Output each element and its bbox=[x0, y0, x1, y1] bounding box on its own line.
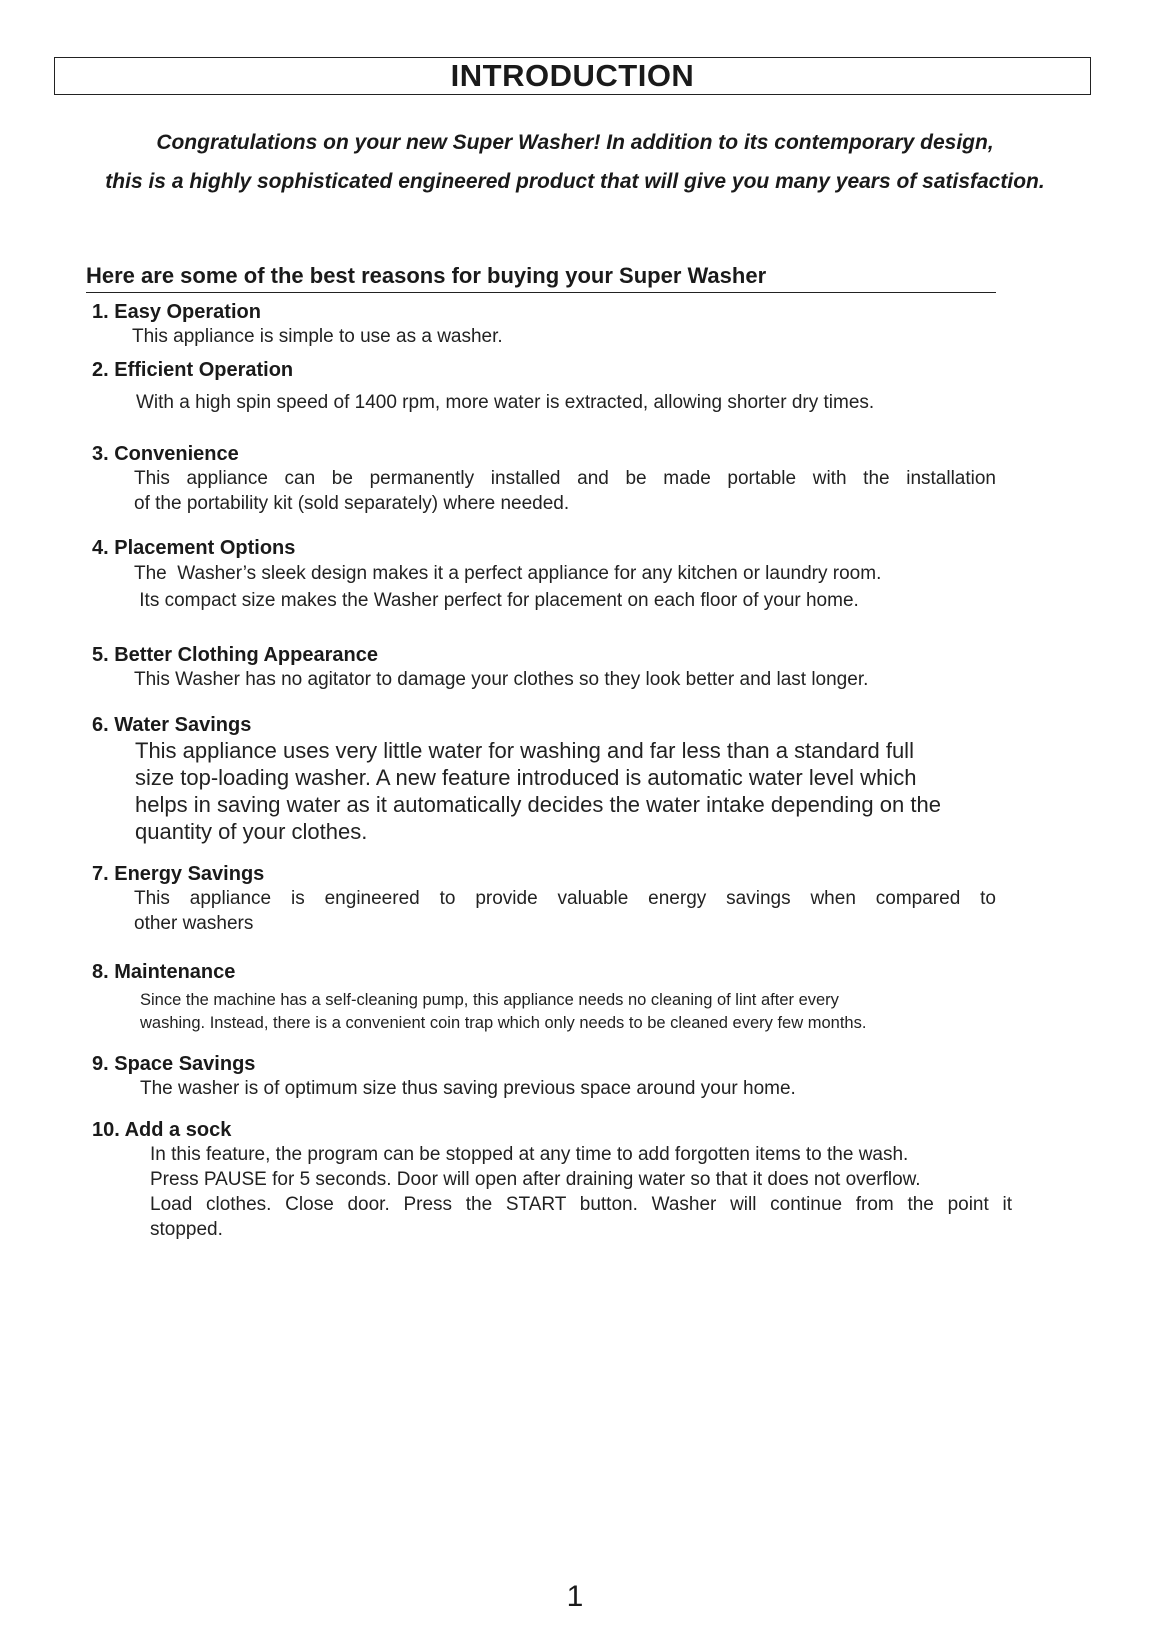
reason-line: stopped. bbox=[150, 1219, 223, 1240]
reason-heading: 10. Add a sock bbox=[92, 1119, 232, 1141]
reason-heading: 4. Placement Options bbox=[92, 537, 296, 559]
reason-line: other washers bbox=[134, 913, 254, 934]
intro-line: this is a highly sophisticated engineered product that will give you many years of satisfaction. bbox=[105, 170, 1045, 193]
reason-heading: 7. Energy Savings bbox=[92, 863, 265, 885]
reason-heading: 8. Maintenance bbox=[92, 961, 236, 983]
reason-item-space-savings bbox=[92, 1052, 1022, 1101]
reason-line: helps in saving water as it automatically decides the water intake depending on the bbox=[135, 792, 941, 817]
intro-line: Congratulations on your new Super Washer! In addition to its contemporary design, bbox=[156, 131, 994, 154]
reason-body bbox=[134, 667, 1022, 692]
reasons-heading: Here are some of the best reasons for buying your Super Washer bbox=[86, 262, 996, 293]
reason-item-easy-operation bbox=[92, 300, 1022, 349]
reason-body bbox=[150, 1142, 1022, 1242]
intro-paragraph bbox=[0, 123, 1150, 201]
reason-body bbox=[135, 737, 1022, 845]
reason-body bbox=[134, 560, 1022, 614]
reason-item-convenience bbox=[92, 442, 1022, 516]
reason-heading: 5. Better Clothing Appearance bbox=[92, 644, 378, 666]
page-number: 1 bbox=[566, 1580, 584, 1613]
reason-item-energy-savings bbox=[92, 862, 1022, 936]
reason-heading: 3. Convenience bbox=[92, 443, 239, 465]
reason-item-add-a-sock bbox=[92, 1118, 1022, 1242]
reason-line: size top-loading washer. A new feature introduced is automatic water level which bbox=[135, 765, 917, 790]
reason-body bbox=[140, 989, 1022, 1035]
reason-line: This Washer has no agitator to damage your clothes so they look better and last longer. bbox=[134, 669, 869, 690]
page-title: INTRODUCTION bbox=[450, 58, 695, 93]
reason-item-placement-options bbox=[92, 536, 1022, 614]
reason-line: This appliance is simple to use as a washer. bbox=[132, 326, 503, 347]
reason-line: This appliance can be permanently installed and be made portable with the installation bbox=[134, 468, 996, 489]
reason-body bbox=[134, 466, 1022, 516]
reason-item-maintenance bbox=[92, 960, 1022, 1035]
reason-line: This appliance uses very little water for washing and far less than a standard full bbox=[135, 738, 914, 763]
reason-line: With a high spin speed of 1400 rpm, more water is extracted, allowing shorter dry times. bbox=[136, 392, 875, 413]
reason-body bbox=[132, 324, 1022, 349]
reason-line: In this feature, the program can be stopped at any time to add forgotten items to the wash. bbox=[150, 1144, 909, 1165]
reason-heading: 6. Water Savings bbox=[92, 714, 252, 736]
reason-heading: 1. Easy Operation bbox=[92, 301, 261, 323]
reason-line: This appliance is engineered to provide valuable energy savings when compared to bbox=[134, 888, 996, 909]
reason-line: Load clothes. Close door. Press the START button. Washer will continue from the point it bbox=[150, 1194, 1012, 1215]
reason-line: Press PAUSE for 5 seconds. Door will open after draining water so that it does not overflow. bbox=[150, 1169, 921, 1190]
reason-line: The Washer’s sleek design makes it a perfect appliance for any kitchen or laundry room. bbox=[134, 563, 882, 584]
reason-body bbox=[140, 1076, 1022, 1101]
title-box bbox=[54, 57, 1091, 95]
reason-body bbox=[136, 390, 1022, 415]
reason-line: Since the machine has a self-cleaning pump, this appliance needs no cleaning of lint after every bbox=[140, 991, 839, 1009]
reason-heading: 9. Space Savings bbox=[92, 1053, 256, 1075]
reason-line: Its compact size makes the Washer perfect for placement on each floor of your home. bbox=[134, 590, 859, 611]
reason-heading: 2. Efficient Operation bbox=[92, 359, 294, 381]
reason-line: washing. Instead, there is a convenient coin trap which only needs to be cleaned every few months. bbox=[140, 1014, 867, 1032]
reason-item-water-savings bbox=[92, 713, 1022, 845]
reason-item-efficient-operation bbox=[92, 358, 1022, 415]
reason-item-better-clothing-appearance bbox=[92, 643, 1022, 692]
reason-body bbox=[134, 886, 1022, 936]
reason-line: quantity of your clothes. bbox=[135, 819, 368, 844]
reason-line: The washer is of optimum size thus saving previous space around your home. bbox=[140, 1078, 796, 1099]
reason-line: of the portability kit (sold separately) where needed. bbox=[134, 493, 570, 514]
